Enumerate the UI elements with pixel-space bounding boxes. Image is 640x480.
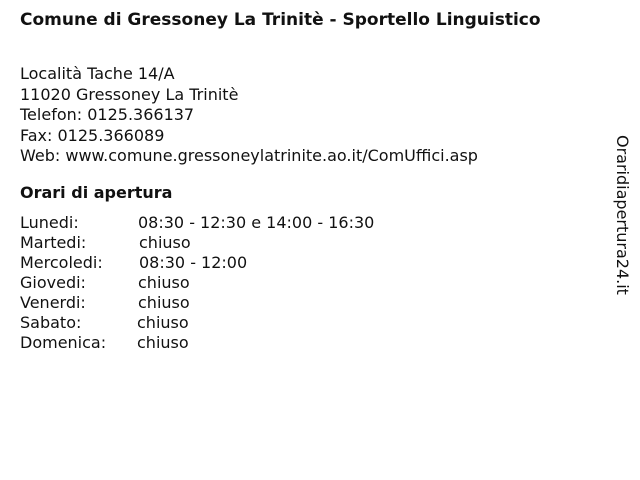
page-title: Comune di Gressoney La Trinitè - Sportello Linguistico: [20, 10, 541, 30]
day-hours: chiuso: [137, 313, 189, 332]
phone-number: Telefon: 0125.366137: [20, 105, 195, 124]
site-watermark: Oraridiapertura24.it: [613, 135, 632, 295]
day-label: Sabato:: [20, 313, 82, 332]
day-hours: 08:30 - 12:30 e 14:00 - 16:30: [138, 213, 375, 232]
day-label: Lunedi:: [20, 213, 79, 232]
day-label: Giovedi:: [20, 273, 86, 292]
address-block: [20, 64, 478, 167]
day-label: Martedi:: [20, 233, 87, 252]
city-address: 11020 Gressoney La Trinitè: [20, 84, 239, 104]
day-hours: chiuso: [138, 293, 190, 312]
opening-hours-heading: Orari di apertura: [20, 183, 173, 202]
day-label: Mercoledi:: [20, 253, 103, 272]
website: Web: www.comune.gressoneylatrinite.ao.it/ComUffici.asp: [20, 146, 478, 165]
day-hours: chiuso: [139, 233, 191, 252]
day-hours: chiuso: [138, 273, 190, 292]
fax-number: Fax: 0125.366089: [20, 125, 165, 145]
day-label: Venerdi:: [20, 293, 86, 312]
day-label: Domenica:: [20, 333, 107, 352]
street-address: Località Tache 14/A: [20, 64, 175, 83]
day-hours: 08:30 - 12:00: [139, 253, 248, 272]
day-hours: chiuso: [137, 333, 189, 352]
